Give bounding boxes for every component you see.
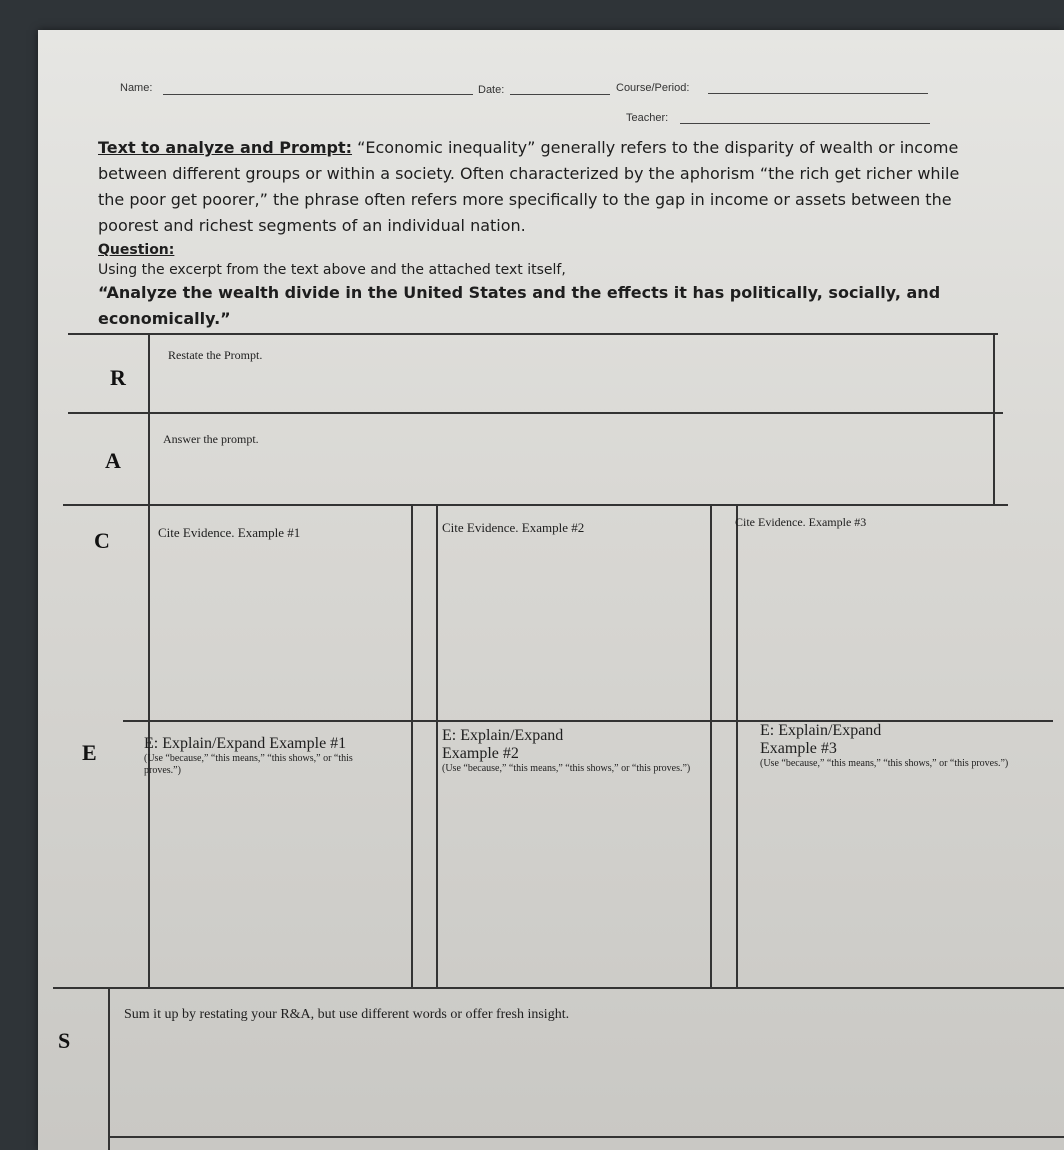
explain-1-area[interactable] <box>151 790 409 985</box>
restate-answer-area[interactable] <box>150 365 990 409</box>
explain-2-header <box>442 727 712 775</box>
explain-1-title: E: Explain/Expand Example #1 <box>144 735 347 752</box>
explain-3-title-line2: Example #3 <box>760 740 837 757</box>
letter-c: C <box>94 528 110 553</box>
cite-evidence-3-label: Cite Evidence. Example #3 <box>735 515 867 529</box>
teacher-label: Teacher: <box>626 112 669 124</box>
restate-label: Restate the Prompt. <box>168 348 263 362</box>
prompt-body: “Economic inequality” generally refers to the disparity of wealth or income between different groups or within a society. Often characterized by the aphorism “the rich get richer while the poor get poorer,” the phrase often refers more specifically to the gap in income or assets between the poorest and richest segments of an individual nation. <box>98 138 960 235</box>
course-label: Course/Period: <box>616 82 690 94</box>
letter-s: S <box>58 1028 71 1053</box>
explain-3-header <box>760 722 1035 770</box>
cite-evidence-2-area[interactable] <box>439 545 707 715</box>
letter-e: E <box>82 740 97 765</box>
instruction-text: Using the excerpt from the text above and the attached text itself, <box>98 262 566 278</box>
prompt-title: Text to analyze and Prompt: <box>98 138 353 157</box>
question-text: “Analyze the wealth divide in the United States and the effects it has politically, socially, and economically.” <box>98 283 941 328</box>
date-label: Date: <box>478 84 505 96</box>
explain-1-header <box>144 735 384 777</box>
explain-2-title-line2: Example #2 <box>442 745 519 762</box>
cite-evidence-1-area[interactable] <box>151 545 409 715</box>
cite-evidence-1-label: Cite Evidence. Example #1 <box>158 525 301 540</box>
explain-2-hint: (Use “because,” “this means,” “this shows,” or “this proves.”) <box>442 763 691 774</box>
explain-3-hint: (Use “because,” “this means,” “this shows,” or “this proves.”) <box>760 758 1009 769</box>
sum-it-up-label: Sum it up by restating your R&A, but use different words or offer fresh insight. <box>124 1007 570 1022</box>
letter-a: A <box>105 448 121 473</box>
name-label: Name: <box>120 82 153 94</box>
explain-2-title-line1: E: Explain/Expand <box>442 727 564 744</box>
answer-label: Answer the prompt. <box>163 432 259 446</box>
sum-it-up-area[interactable] <box>112 1030 1052 1130</box>
explain-2-area[interactable] <box>439 790 707 985</box>
cite-evidence-3-area[interactable] <box>739 545 1029 715</box>
worksheet-page <box>38 30 1064 1150</box>
explain-1-hint: (Use “because,” “this means,” “this shows,” or “this proves.”) <box>144 753 353 776</box>
explain-3-area[interactable] <box>739 790 1029 985</box>
question-label: Question: <box>98 242 175 258</box>
cite-evidence-2-label: Cite Evidence. Example #2 <box>442 520 585 535</box>
letter-r: R <box>110 365 126 390</box>
explain-3-title-line1: E: Explain/Expand <box>760 722 882 739</box>
answer-area[interactable] <box>150 450 990 500</box>
